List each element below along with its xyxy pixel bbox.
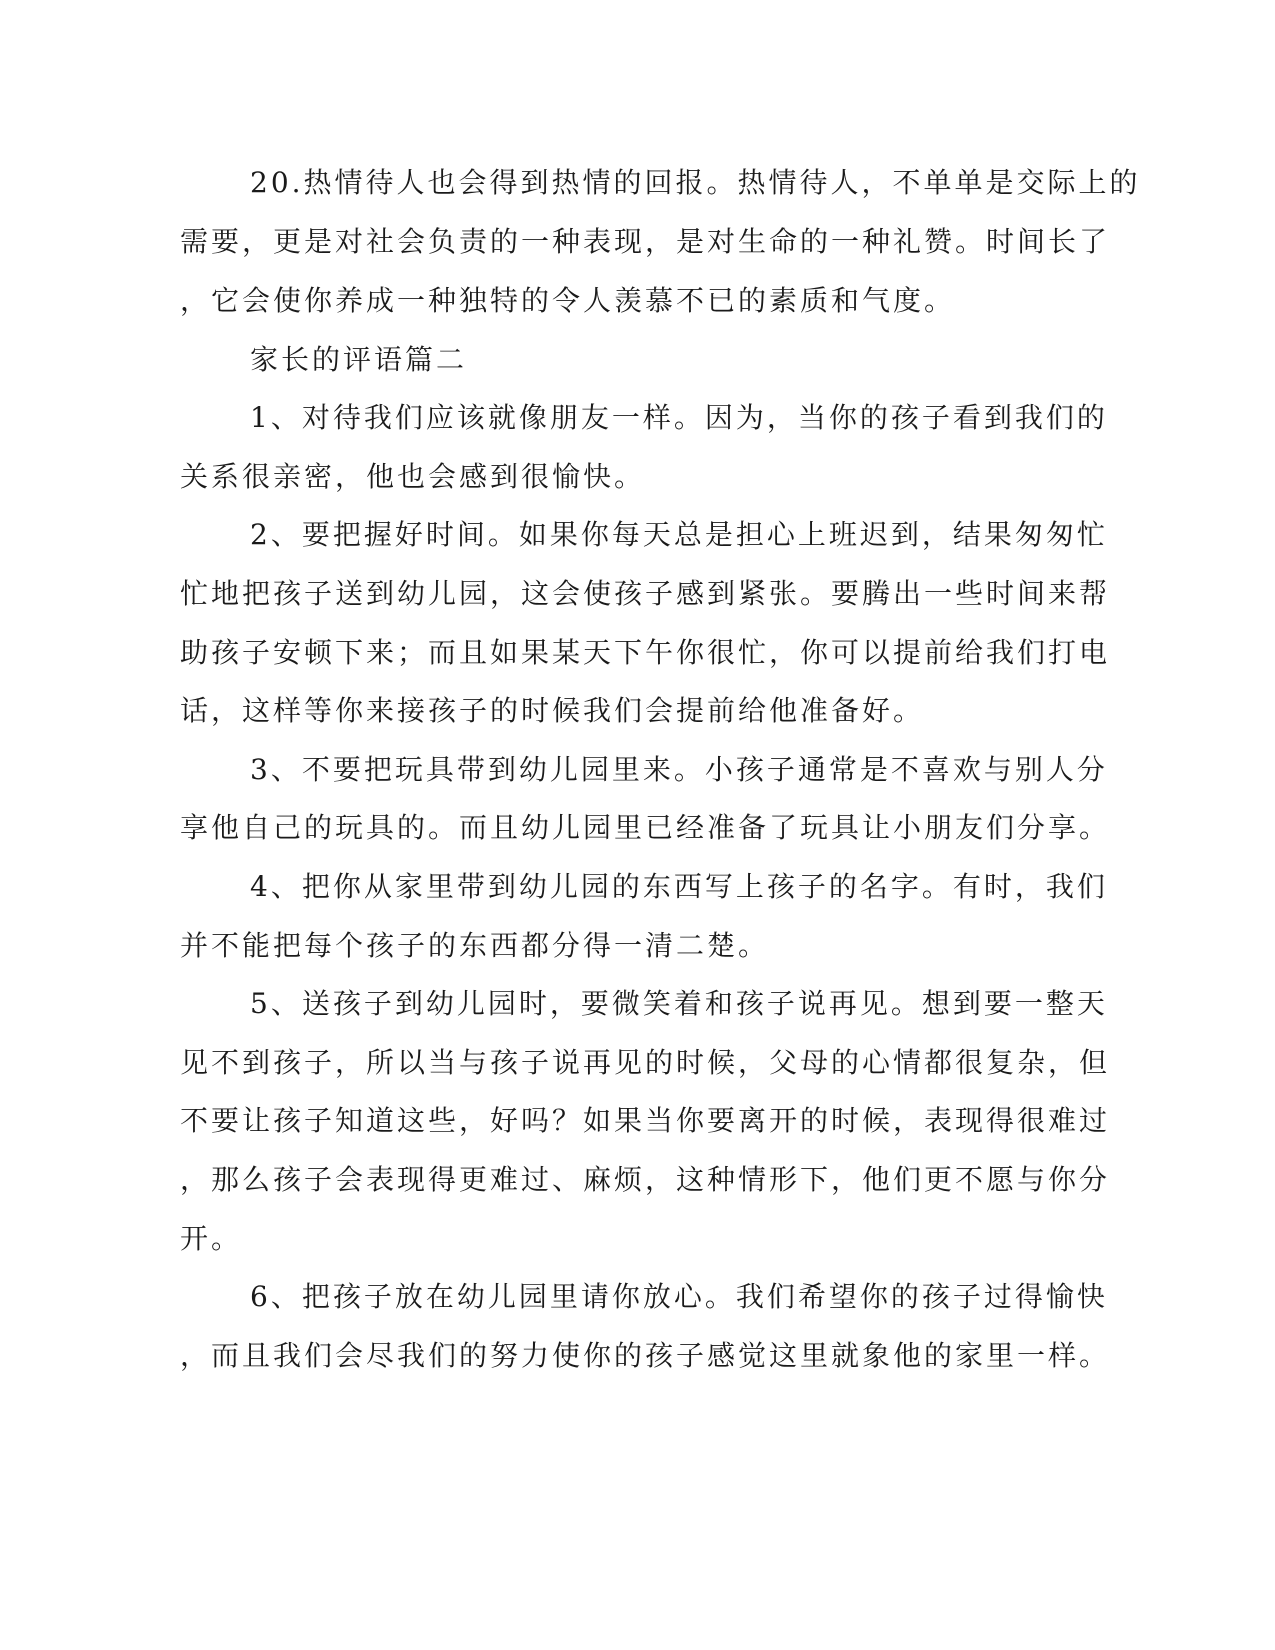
paragraph-20-line-3: ，它会使你养成一种独特的令人羡慕不已的素质和气度。 <box>180 284 956 317</box>
item-5-line-1: 5、送孩子到幼儿园时，要微笑着和孩子说再见。想到要一整天 <box>250 987 1108 1020</box>
item-5-line-4: ，那么孩子会表现得更难过、麻烦，这种情形下，他们更不愿与你分 <box>180 1163 1111 1196</box>
item-1-line-1: 1、对待我们应该就像朋友一样。因为，当你的孩子看到我们的 <box>250 401 1108 434</box>
paragraph-20-line-2: 需要，更是对社会负责的一种表现，是对生命的一种礼赞。时间长了 <box>180 225 1111 258</box>
item-6-line-1: 6、把孩子放在幼儿园里请你放心。我们希望你的孩子过得愉快 <box>250 1280 1108 1313</box>
item-2-line-1: 2、要把握好时间。如果你每天总是担心上班迟到，结果匆匆忙 <box>250 518 1108 551</box>
item-4-line-2: 并不能把每个孩子的东西都分得一清二楚。 <box>180 929 770 962</box>
item-3-line-2: 享他自己的玩具的。而且幼儿园里已经准备了玩具让小朋友们分享。 <box>180 811 1111 844</box>
item-1-line-2: 关系很亲密，他也会感到很愉快。 <box>180 460 646 493</box>
paragraph-20-line-1: 20.热情待人也会得到热情的回报。热情待人，不单单是交际上的 <box>250 166 1141 199</box>
item-5-line-3: 不要让孩子知道这些，好吗？如果当你要离开的时候，表现得很难过 <box>180 1104 1111 1137</box>
item-5-line-5: 开。 <box>180 1222 243 1255</box>
item-2-line-2: 忙地把孩子送到幼儿园，这会使孩子感到紧张。要腾出一些时间来帮 <box>180 577 1111 610</box>
item-6-line-2: ，而且我们会尽我们的努力使你的孩子感觉这里就象他的家里一样。 <box>180 1339 1111 1372</box>
item-4-line-1: 4、把你从家里带到幼儿园的东西写上孩子的名字。有时，我们 <box>250 870 1108 903</box>
item-5-line-2: 见不到孩子，所以当与孩子说再见的时候，父母的心情都很复杂，但 <box>180 1046 1111 1079</box>
section-heading: 家长的评语篇二 <box>250 343 468 376</box>
item-3-line-1: 3、不要把玩具带到幼儿园里来。小孩子通常是不喜欢与别人分 <box>250 753 1108 786</box>
item-2-line-3: 助孩子安顿下来；而且如果某天下午你很忙，你可以提前给我们打电 <box>180 636 1111 669</box>
item-2-line-4: 话，这样等你来接孩子的时候我们会提前给他准备好。 <box>180 694 925 727</box>
